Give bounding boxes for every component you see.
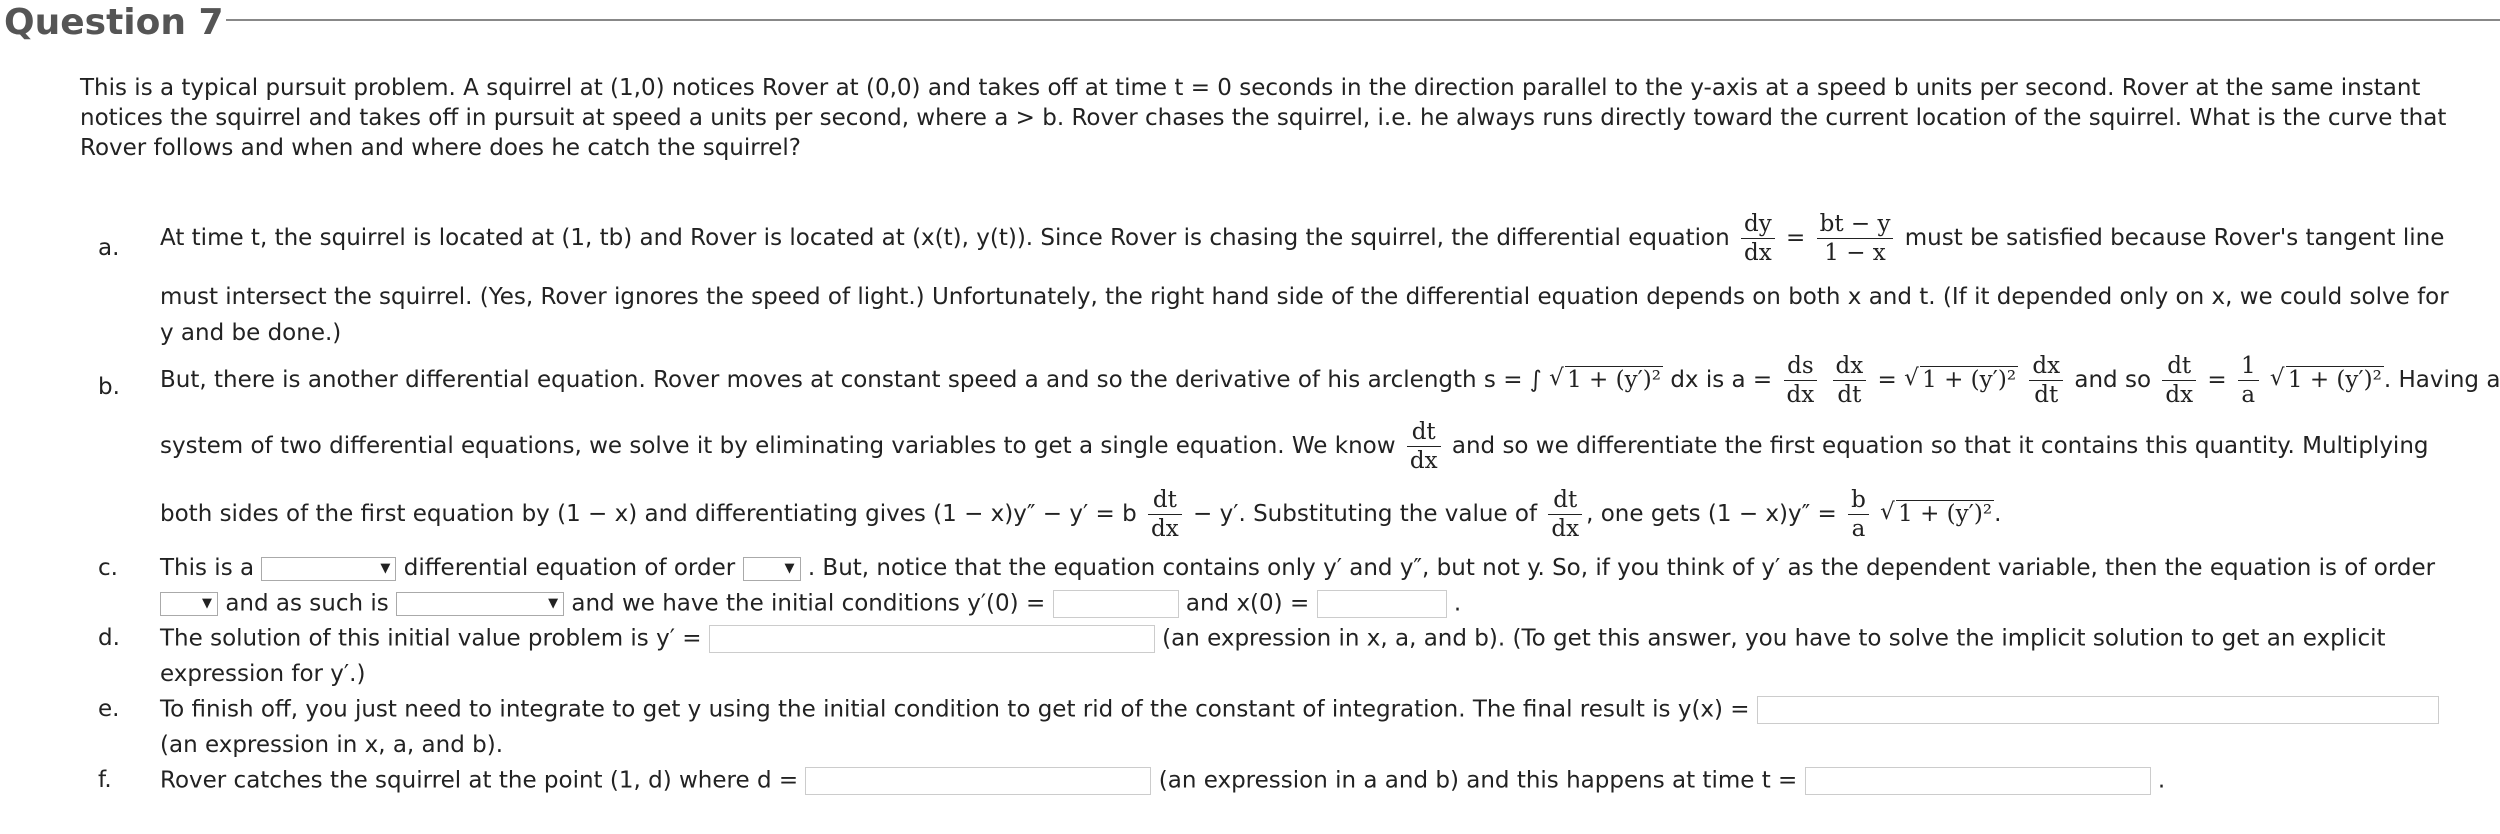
reduced-order-select[interactable]: [160, 592, 218, 616]
part-a-label: a.: [98, 235, 120, 261]
part-a-text2: must be satisfied because Rover's tangent line: [1904, 225, 2445, 251]
part-d-label: d.: [98, 625, 120, 651]
question-header: [0, 0, 2500, 48]
part-e-line1: To finish off, you just need to integrate to get y using the initial condition to get rid of the constant of integration. The final result is y(x) =: [160, 696, 2439, 724]
rhs-fraction: $\frac{bt - y}{1 - x}$: [1817, 210, 1894, 267]
part-a-line3: y and be done.): [160, 320, 342, 346]
part-b-label: b.: [98, 374, 120, 400]
chevron-down-icon: ▼: [380, 560, 391, 576]
catch-time-input[interactable]: [1805, 767, 2151, 795]
part-a-line1: At time t, the squirrel is located at (1, tb) and Rover is located at (x(t), y(t)). Since Rover is chasing the squirrel, the differential equation $\frac{dy}{dx}$ = $\frac{bt - y}{1 - x}$ must be satisfied because Rover's tangent line: [160, 211, 2445, 266]
chevron-down-icon: ▼: [784, 560, 795, 576]
part-b-line2: system of two differential equations, we solve it by eliminating variables to get a single equation. We know $\frac{dt}{dx}$ and so we differentiate the first equation so that it contains this quantity. Multiplying: [160, 419, 2429, 474]
part-a-text1: At time t, the squirrel is located at (1, tb) and Rover is located at (x(t), y(t)). Since Rover is chasing the squirrel, the differential equation: [160, 225, 1730, 251]
chevron-down-icon: ▼: [548, 596, 559, 611]
part-c-line1: This is a ▼ differential equation of order ▼ . But, notice that the equation contains only y′ and y″, but not y. So, if you think of y′ as the dependent variable, then the equation is of order: [160, 555, 2436, 581]
part-e-line2: (an expression in x, a, and b).: [160, 732, 504, 758]
part-c-line2: ▼ and as such is ▼ and we have the initial conditions y′(0) = and x(0) = .: [160, 590, 1461, 618]
problem-intro: This is a typical pursuit problem. A squirrel at (1,0) notices Rover at (0,0) and takes off at time t = 0 seconds in the direction parallel to the y-axis at a speed b units per second. Rover at the same instant notices the squirrel and takes off in pursuit at speed a units per second, where a > b. Rover chases the squirrel, i.e. he always runs directly toward the current location of the squirrel. What is the curve that Rover follows and when and where does he catch the squirrel?: [80, 75, 2447, 161]
header-rule: [226, 19, 2500, 21]
question-title: Question 7: [4, 2, 224, 43]
y-of-x-input[interactable]: [1757, 696, 2439, 724]
part-b-line3: both sides of the first equation by (1 − x) and differentiating gives (1 − x)y″ − y′ = b $\frac{dt}{dx}$ − y′. Substituting the value of $\frac{dt}{dx}$ , one gets (1 − x)y″ = $\frac{b}{a}$ √ 1 + (y′)².: [160, 486, 2001, 543]
dy-dx-fraction: $\frac{dy}{dx}$: [1741, 210, 1775, 267]
equation-type-select[interactable]: [261, 557, 396, 581]
sqrt-expression: √ 1 + (y′)²: [1549, 367, 1663, 393]
x-initial-input[interactable]: [1317, 590, 1447, 618]
part-c-label: c.: [98, 555, 118, 581]
chevron-down-icon: ▼: [202, 596, 212, 611]
part-d-line1: The solution of this initial value problem is y′ = (an expression in x, a, and b). (To get this answer, you have to solve the implicit solution to get an explicit: [160, 625, 2386, 652]
part-f-label: f.: [98, 767, 112, 793]
y-prime-initial-input[interactable]: [1053, 590, 1179, 618]
equation-class-select[interactable]: [396, 592, 564, 616]
part-e-label: e.: [98, 696, 120, 722]
catch-point-d-input[interactable]: [805, 767, 1151, 795]
y-prime-solution-input[interactable]: [709, 625, 1155, 653]
part-f-line1: Rover catches the squirrel at the point (1, d) where d = (an expression in a and b) and this happens at time t = .: [160, 767, 2166, 794]
part-b-line1: But, there is another differential equation. Rover moves at constant speed a and so the derivative of his arclength s = ∫ √ 1 + (y′)² dx is a = $\frac{ds}{dx}$ $\frac{dx}{dt}$ = √ 1 + (y′)² $\frac{dx}{dt}$ and so $\frac{dt}{dx}$ = $\frac{1}{a}$ √ 1 + (y′)². Having a: [160, 352, 2500, 409]
part-d-line2: expression for y′.): [160, 661, 366, 687]
part-a-line2: must intersect the squirrel. (Yes, Rover ignores the speed of light.) Unfortunately, the right hand side of the differential equation depends on both x and t. (If it depended only on x, we could solve for: [160, 284, 2449, 310]
order-select[interactable]: [743, 557, 801, 581]
